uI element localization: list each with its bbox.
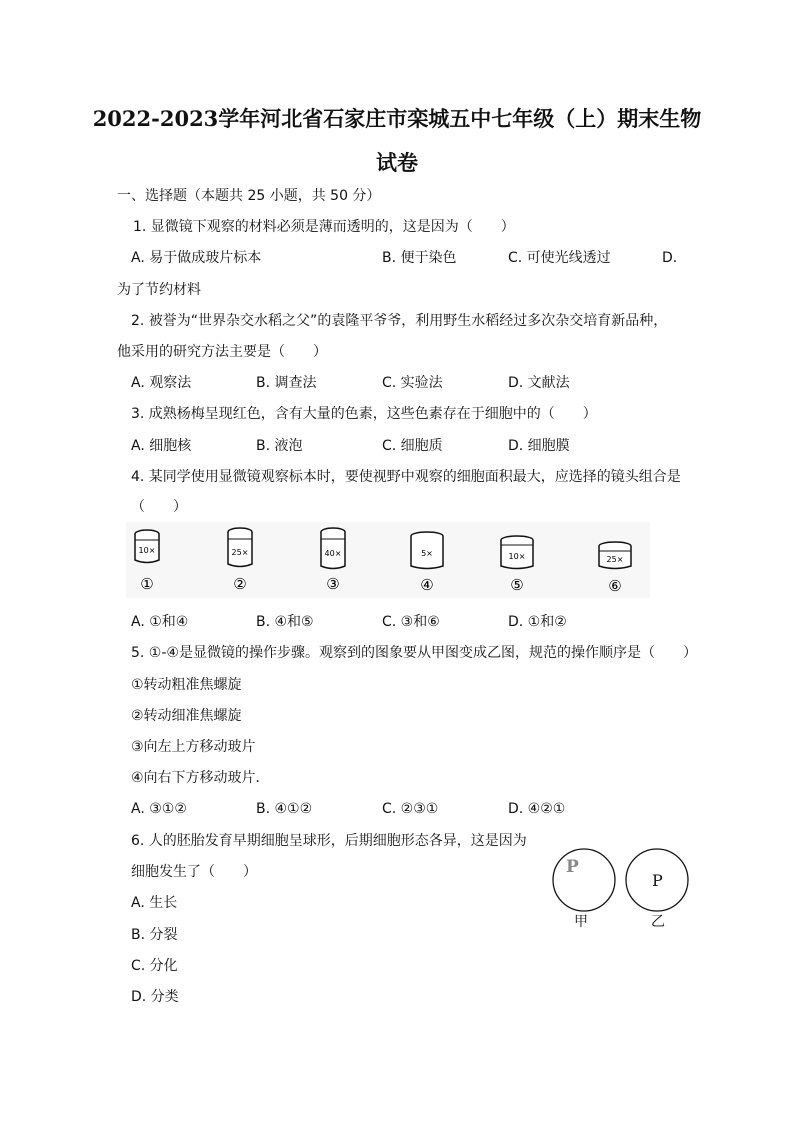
question-6-option-c: C. 分化 xyxy=(131,958,178,974)
question-4-stem-line1: 4. 某同学使用显微镜观察标本时，要使视野中观察的细胞面积最大，应选择的镜头组合是 xyxy=(131,469,681,485)
page-title-line1: 2022-2023学年河北省石家庄市栾城五中七年级（上）期末生物 xyxy=(92,106,702,131)
question-1-option-b: B. 便于染色 xyxy=(382,250,457,266)
lens-5-num: ⑤ xyxy=(510,576,524,594)
lens-3-mag: 40× xyxy=(324,549,342,558)
lens-3 xyxy=(318,526,352,594)
question-3-stem: 3. 成熟杨梅呈现红色，含有大量的色素，这些色素存在于细胞中的（ ） xyxy=(131,406,597,422)
question-2-stem-line2: 他采用的研究方法主要是（ ） xyxy=(117,344,327,360)
question-2-option-b: B. 调查法 xyxy=(256,375,317,391)
question-5-step-3: ③向左上方移动玻片 xyxy=(131,739,256,755)
question-6-stem-line2: 细胞发生了（ ） xyxy=(131,864,257,880)
question-5-option-b: B. ④①② xyxy=(256,801,313,817)
lens-3-num: ③ xyxy=(326,575,340,593)
lens-1 xyxy=(132,528,166,594)
microscope-field-figure xyxy=(548,846,696,934)
question-1-option-d-text: 为了节约材料 xyxy=(117,282,201,298)
question-4-option-c: C. ③和⑥ xyxy=(382,614,440,630)
lens-figure xyxy=(126,522,650,598)
question-6-stem-line1: 6. 人的胚胎发育早期细胞呈球形，后期细胞形态各异，这是因为 xyxy=(131,833,527,849)
lens-5 xyxy=(498,534,538,594)
question-3-option-b: B. 液泡 xyxy=(256,438,303,454)
question-4-option-b: B. ④和⑤ xyxy=(256,614,314,630)
question-5-option-d: D. ④②① xyxy=(508,801,566,817)
lens-6-num: ⑥ xyxy=(608,577,622,595)
field-right-letter: P xyxy=(652,871,663,890)
question-3-option-d: D. 细胞膜 xyxy=(508,438,570,454)
lens-4 xyxy=(408,530,448,594)
field-circle-left xyxy=(553,849,615,911)
question-5-step-4: ④向右下方移动玻片． xyxy=(131,770,270,786)
field-left-label: 甲 xyxy=(574,914,588,930)
lens-6-mag: 25× xyxy=(606,555,624,564)
question-5-stem: 5. ①-④是显微镜的操作步骤。观察到的图象要从甲图变成乙图，规范的操作顺序是（ ） xyxy=(131,645,697,661)
question-5-option-c: C. ②③① xyxy=(382,801,439,817)
lens-1-num: ① xyxy=(140,575,154,593)
question-3-option-a: A. 细胞核 xyxy=(131,438,192,454)
lens-5-mag: 10× xyxy=(508,552,526,561)
question-6-option-d: D. 分类 xyxy=(131,989,179,1005)
lens-2 xyxy=(225,526,259,594)
question-2-option-d: D. 文献法 xyxy=(508,375,570,391)
lens-1-mag: 10× xyxy=(138,546,156,555)
question-1-stem: 1. 显微镜下观察的材料必须是薄而透明的，这是因为（ ） xyxy=(133,219,515,235)
question-1-option-c: C. 可使光线透过 xyxy=(508,250,611,266)
question-4-option-d: D. ①和② xyxy=(508,614,567,630)
question-6-option-a: A. 生长 xyxy=(131,895,178,911)
question-5-option-a: A. ③①② xyxy=(131,801,187,817)
question-2-option-a: A. 观察法 xyxy=(131,375,192,391)
question-5-step-2: ②转动细准焦螺旋 xyxy=(131,708,242,724)
question-3-option-c: C. 细胞质 xyxy=(382,438,443,454)
question-1-option-a: A. 易于做成玻片标本 xyxy=(131,250,262,266)
question-2-stem-line1: 2. 被誉为“世界杂交水稻之父”的袁隆平爷爷，利用野生水稻经过多次杂交培育新品种， xyxy=(131,313,668,329)
question-5-step-1: ①转动粗准焦螺旋 xyxy=(131,677,242,693)
field-left-letter: P xyxy=(566,857,579,877)
lens-2-num: ② xyxy=(233,575,247,593)
page-title-line2: 试卷 xyxy=(376,150,418,175)
field-right-label: 乙 xyxy=(651,914,665,930)
question-4-option-a: A. ①和④ xyxy=(131,614,189,630)
lens-4-mag: 5× xyxy=(421,549,433,558)
lens-6 xyxy=(596,540,636,596)
section-heading: 一、选择题（本题共 25 小题，共 50 分） xyxy=(117,188,381,204)
question-2-option-c: C. 实验法 xyxy=(382,375,443,391)
lens-4-num: ④ xyxy=(420,576,434,594)
lens-2-mag: 25× xyxy=(231,548,249,557)
question-4-stem-line2: （ ） xyxy=(131,499,187,515)
question-6-option-b: B. 分裂 xyxy=(131,927,178,943)
question-1-option-d: D. xyxy=(662,250,678,266)
